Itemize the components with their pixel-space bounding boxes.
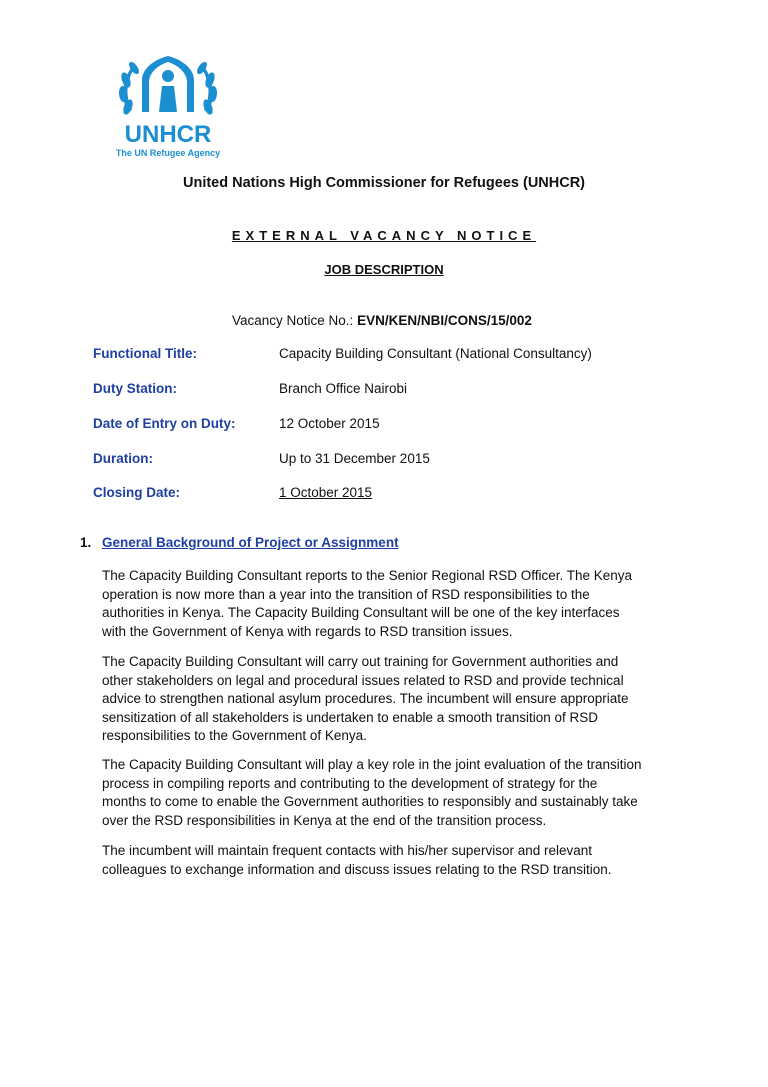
external-vacancy-notice-title: EXTERNAL VACANCY NOTICE (231, 228, 537, 243)
text-line: authorities in Kenya. The Capacity Building Consultant will be one of the key interfaces (102, 605, 620, 620)
detail-value: 12 October 2015 (279, 416, 380, 431)
detail-value: Capacity Building Consultant (National Consultancy) (279, 346, 592, 361)
detail-value: Up to 31 December 2015 (279, 451, 430, 466)
text-line: colleagues to exchange information and discuss issues relating to the RSD transition. (102, 861, 612, 877)
text-line: other stakeholders on legal and procedural issues related to RSD and provide technical (102, 672, 624, 688)
unhcr-logo (112, 50, 234, 160)
svg-text:The UN Refugee Agency: The UN Refugee Agency (115, 148, 221, 158)
detail-label: Closing Date: (93, 485, 181, 500)
text-line: responsibilities to the Government of Kenya. (102, 728, 367, 743)
paragraph-1 (102, 567, 702, 641)
text-line: months to come to enable the Government authorities to responsibly and sustainably take (102, 794, 638, 809)
detail-value: 1 October 2015 (279, 485, 373, 500)
job-description-heading: JOB DESCRIPTION (324, 262, 444, 277)
detail-label: Duty Station: (93, 381, 177, 396)
text-line: operation is now more than a year into the transition of RSD responsibilities to the (102, 586, 590, 602)
vacancy-notice-line (232, 313, 532, 328)
detail-value: Branch Office Nairobi (279, 381, 408, 396)
detail-label: Duration: (93, 451, 153, 466)
text-line: over the RSD responsibilities in Kenya at the end of the transition process. (102, 812, 547, 828)
text-line: The Capacity Building Consultant will play a key role in the joint evaluation of the transition (102, 757, 642, 772)
detail-label: Functional Title: (93, 346, 197, 361)
text-line: sensitization of all stakeholders is undertaken to enable a smooth transition of RSD (102, 709, 599, 725)
section-1-heading (80, 535, 399, 550)
text-line: The Capacity Building Consultant reports to the Senior Regional RSD Officer. The Kenya (102, 568, 633, 583)
svg-text:UNHCR: UNHCR (124, 121, 212, 148)
vacancy-number: EVN/KEN/NBI/CONS/15/002 (357, 313, 532, 328)
vacancy-label: Vacancy Notice No.: (232, 313, 354, 328)
text-line: process in compiling reports and contributing to the development of strategy for the (102, 775, 598, 791)
paragraph-2 (102, 653, 702, 746)
text-line: advice to strengthen national asylum procedures. The incumbent will ensure appropriate (102, 691, 629, 706)
section-title: General Background of Project or Assignment (102, 535, 399, 550)
paragraph-3 (102, 756, 702, 830)
unhcr-emblem-icon (112, 50, 234, 160)
text-line: The Capacity Building Consultant will carry out training for Government authorities and (102, 654, 619, 669)
section-number: 1. (80, 535, 92, 550)
paragraph-4 (102, 842, 702, 879)
text-line: with the Government of Kenya with regards to RSD transition issues. (102, 623, 513, 639)
organization-title: United Nations High Commissioner for Refugees (UNHCR) (183, 175, 585, 191)
detail-label: Date of Entry on Duty: (93, 416, 236, 431)
text-line: The incumbent will maintain frequent contacts with his/her supervisor and relevant (102, 843, 592, 858)
